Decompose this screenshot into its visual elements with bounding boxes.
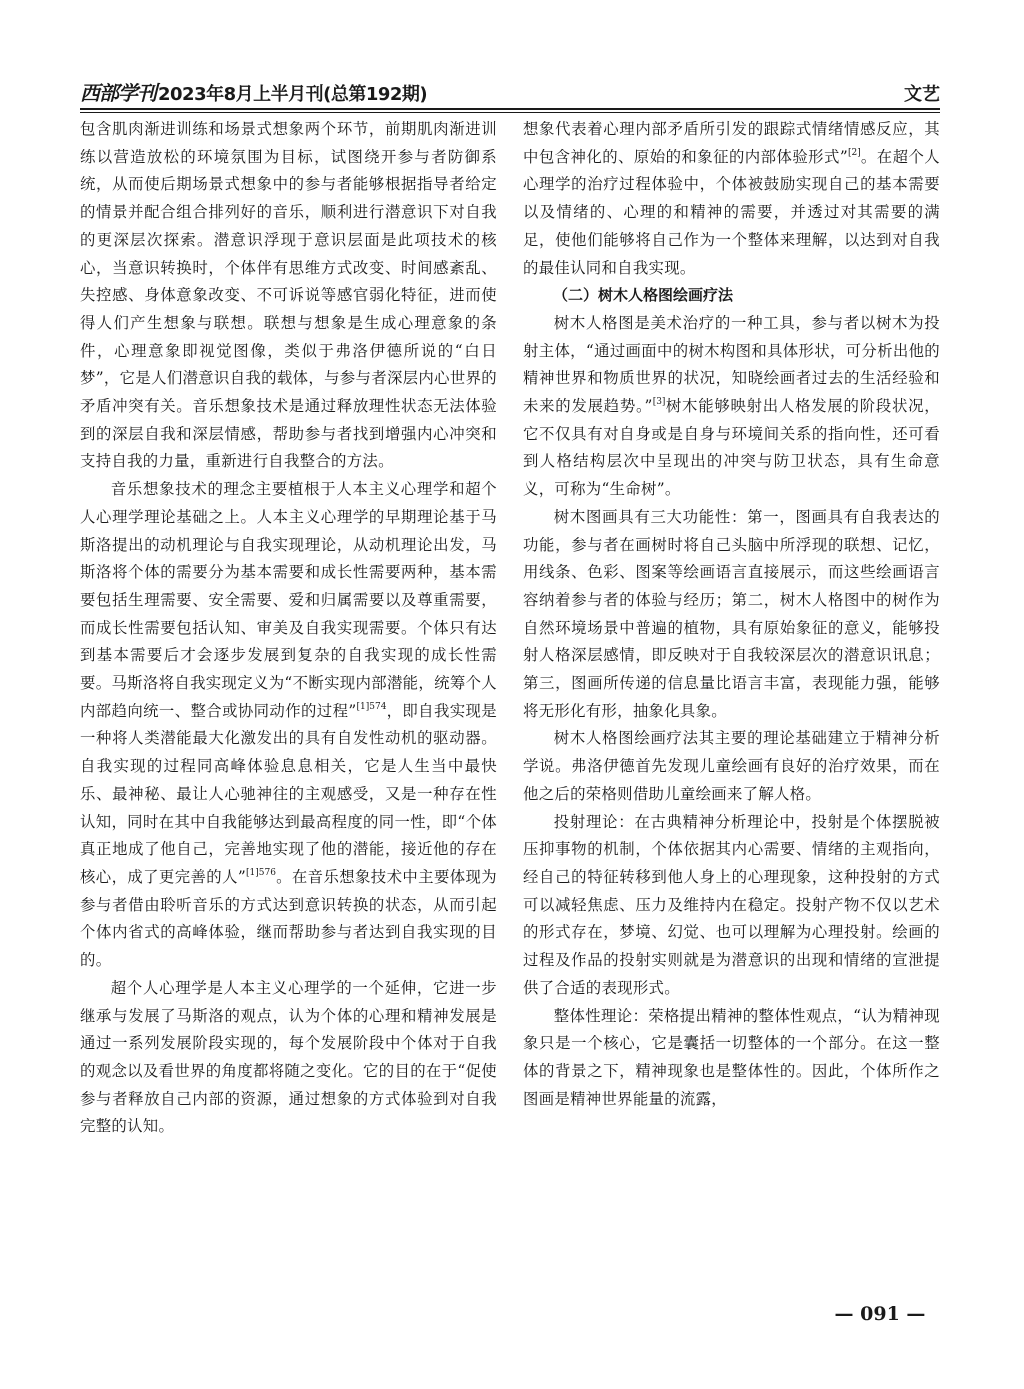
article-body	[80, 116, 940, 1276]
journal-logo: 西部学刊	[80, 81, 156, 105]
paragraph: 投射理论：在古典精神分析理论中，投射是个体摆脱被压抑事物的机制，个体依据其内心需要、情绪的主观指向，经自己的特征转移到他人身上的心理现象，这种投射的方式可以减轻焦虑、压力及维持内在稳定。投射产物不仅以艺术的形式存在，梦境、幻觉、也可以理解为心理投射。绘画的过程及作品的投射实则就是为潜意识的出现和情绪的宣泄提供了合适的表现形式。	[523, 812, 940, 997]
paragraph: 超个人心理学是人本主义心理学的一个延伸，它进一步继承与发展了马斯洛的观点，认为个体的心理和精神发展是通过一系列发展阶段实现的，每个发展阶段中个体对于自我的观念以及看世界的角度都将随之变化。它的目的在于“促使参与者释放自己内部的资源，通过想象的方式体验到对自我完整的认知。	[80, 978, 497, 1136]
citation: [1]576	[246, 867, 276, 878]
paragraph: 整体性理论：荣格提出精神的整体性观点，“认为精神现象只是一个核心，它是囊括一切整体的一个部分。在这一整体的背景之下，精神现象也是整体性的。因此，个体所作之图画是精神世界能量的流露，	[523, 1006, 940, 1108]
section-heading: （二）树木人格图绘画疗法	[553, 286, 734, 305]
issue-label: 2023年8月上半月刊(总第192期)	[158, 84, 428, 105]
page-number: — 091 —	[834, 1303, 926, 1325]
citation: [3]	[652, 397, 666, 408]
citation: [2]	[848, 147, 861, 158]
journal-info	[80, 77, 427, 106]
paragraph: 想象代表着心理内部矛盾所引发的跟踪式情绪情感反应，其中包含神化的、原始的和象征的内部体验形式”[2]。在超个人心理学的治疗过程体验中，个体被鼓励实现自己的基本需要以及情绪的、心理的和精神的需要，并透过对其需要的满足，使他们能够将自己作为一个整体来理解，以达到对自我的最佳认同和自我实现。	[523, 120, 940, 277]
paragraph: 树木人格图是美术治疗的一种工具，参与者以树木为投射主体，“通过画面中的树木构图和具体形状，可分析出他的精神世界和物质世界的状况，知晓绘画者过去的生活经验和未来的发展趋势。”[3]树木能够映射出人格发展的阶段状况，它不仅具有对自身或是自身与环境间关系的指向性，还可看到人格结构层次中呈现出的冲突与防卫状态，具有生命意义，可称为“生命树”。	[523, 313, 940, 499]
paragraph: 树木人格图绘画疗法其主要的理论基础建立于精神分析学说。弗洛伊德首先发现儿童绘画有良好的治疗效果，而在他之后的荣格则借助儿童绘画来了解人格。	[523, 729, 940, 803]
section-label: 文艺	[904, 84, 940, 105]
paragraph: 树木图画具有三大功能性：第一，图画具有自我表达的功能，参与者在画树时将自己头脑中所浮现的联想、记忆，用线条、色彩、图案等绘画语言直接展示，而这些绘画语言容纳着参与者的体验与经历；第二，树木人格图中的树作为自然环境场景中普遍的植物，具有原始象征的意义，能够投射人格深层感情，即反映对于自我较深层次的潜意识讯息；第三，图画所传递的信息量比语言丰富，表现能力强，能够将无形化有形，抽象化具象。	[523, 507, 940, 720]
citation: [1]574	[356, 701, 387, 712]
header-rule	[80, 108, 940, 110]
page-header	[80, 72, 940, 106]
right-column	[523, 116, 940, 1276]
left-column	[80, 116, 497, 1276]
paragraph: 包含肌肉渐进训练和场景式想象两个环节，前期肌肉渐进训练以营造放松的环境氛围为目标，试图绕开参与者防御系统，从而使后期场景式想象中的参与者能够根据指导者给定的情景并配合组合排列好的音乐，顺利进行潜意识下对自我的更深层次探索。潜意识浮现于意识层面是此项技术的核心，当意识转换时，个体伴有思维方式改变、时间感紊乱、失控感、身体意象改变、不可诉说等感官弱化特征，进而使得人们产生想象与联想。联想与想象是生成心理意象的条件，心理意象即视觉图像，类似于弗洛伊德所说的“白日梦”，它是人们潜意识自我的载体，与参与者深层内心世界的矛盾冲突有关。音乐想象技术是通过释放理性状态无法体验到的深层自我和深层情感，帮助参与者找到增强内心冲突和支持自我的力量，重新进行自我整合的方法。	[80, 120, 497, 471]
header-rule-thin	[80, 112, 940, 113]
paragraph: 音乐想象技术的理念主要植根于人本主义心理学和超个人心理学理论基础之上。人本主义心理学的早期理论基于马斯洛提出的动机理论与自我实现理论，从动机理论出发，马斯洛将个体的需要分为基本需要和成长性需要两种，基本需要包括生理需要、安全需要、爱和归属需要以及尊重需要，而成长性需要包括认知、审美及自我实现需要。个体只有达到基本需要后才会逐步发展到复杂的自我实现的成长性需要。马斯洛将自我实现定义为“不断实现内部潜能，统筹个人内部趋向统一、整合或协同动作的过程”$^{[1]574}$，即自我实现是一种将人类潜能最大化激发出的具有自发性动机的驱动器。自我实现的过程同高峰体验息息相关，它是人生当中最快乐、最神秘、最让人心驰神往的主观感受，又是一种存在性认知，同时在其中自我能够达到最高程度的同一性，即“个体真正地成了他自己，完善地实现了他的潜能，接近他的存在核心，成了更完善的人”$^{[1]576}$。在音乐想象技术中主要体现为参与者借由聆听音乐的方式达到意识转换的状态，从而引起个体内省式的高峰体验，继而帮助参与者达到自我实现的目的。	[80, 480, 497, 970]
